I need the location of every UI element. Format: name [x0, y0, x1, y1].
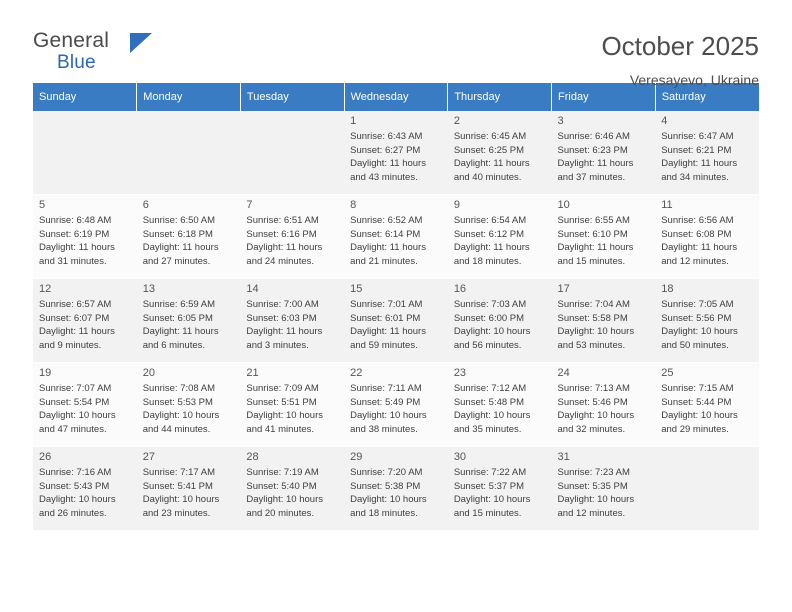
daylight-text: Daylight: 11 hours — [661, 158, 738, 170]
day-number: 23 — [453, 367, 467, 379]
day-number: 1 — [350, 115, 357, 127]
calendar-day-cell[interactable] — [137, 447, 241, 531]
calendar-day-cell[interactable] — [137, 363, 241, 447]
calendar-day-content — [240, 363, 344, 438]
calendar-day-content — [344, 111, 448, 186]
day-number: 26 — [39, 451, 52, 463]
calendar-day-content — [448, 195, 552, 270]
calendar-day-cell[interactable] — [448, 279, 552, 363]
calendar-day-content — [33, 447, 137, 522]
sunset-text: Sunset: 6:14 PM — [350, 228, 421, 240]
calendar-day-cell[interactable] — [240, 363, 344, 447]
calendar-table — [33, 83, 759, 531]
sunrise-text: Sunrise: 7:13 AM — [557, 383, 630, 395]
calendar-empty-cell — [655, 447, 759, 531]
sunset-text: Sunset: 6:07 PM — [39, 312, 110, 324]
calendar-day-cell[interactable] — [33, 447, 137, 531]
calendar-day-cell[interactable] — [344, 447, 448, 531]
daylight-text: and 23 minutes. — [142, 507, 211, 519]
sunset-text: Sunset: 5:51 PM — [246, 396, 317, 408]
calendar-day-content — [655, 111, 759, 186]
day-number: 15 — [350, 283, 363, 295]
day-number: 24 — [557, 367, 570, 379]
sunrise-text: Sunrise: 6:47 AM — [661, 131, 734, 143]
daylight-text: and 18 minutes. — [350, 507, 418, 519]
daylight-text: and 6 minutes. — [142, 339, 206, 351]
calendar-day-content — [344, 279, 448, 354]
daylight-text: Daylight: 10 hours — [453, 326, 531, 338]
daylight-text: and 44 minutes. — [142, 423, 211, 435]
calendar-day-cell[interactable] — [240, 279, 344, 363]
sunset-text: Sunset: 5:35 PM — [557, 480, 628, 492]
sunrise-text: Sunrise: 7:15 AM — [661, 383, 734, 395]
daylight-text: Daylight: 10 hours — [246, 410, 323, 422]
sunset-text: Sunset: 6:25 PM — [453, 144, 525, 156]
page-subtitle: Veresayevo, Ukraine — [629, 71, 759, 88]
daylight-text: and 12 minutes. — [661, 255, 729, 267]
calendar-day-content — [344, 363, 448, 438]
calendar-day-cell[interactable] — [552, 111, 656, 195]
calendar-day-cell[interactable] — [240, 447, 344, 531]
day-number: 12 — [39, 283, 52, 295]
sunrise-text: Sunrise: 7:11 AM — [350, 383, 422, 395]
calendar-day-content — [137, 111, 241, 186]
daylight-text: and 29 minutes. — [661, 423, 729, 435]
sunrise-text: Sunrise: 7:09 AM — [246, 383, 319, 395]
sunrise-text: Sunrise: 6:59 AM — [142, 299, 216, 311]
sunrise-text: Sunrise: 7:19 AM — [246, 467, 319, 479]
daylight-text: Daylight: 10 hours — [453, 494, 531, 506]
day-number: 18 — [661, 283, 674, 295]
calendar-empty-cell — [33, 111, 137, 195]
daylight-text: Daylight: 10 hours — [661, 326, 738, 338]
sunset-text: Sunset: 6:08 PM — [661, 228, 732, 240]
day-number: 3 — [557, 115, 564, 127]
sunset-text: Sunset: 6:00 PM — [453, 312, 525, 324]
calendar-week-row — [33, 279, 759, 363]
calendar-week-row — [33, 111, 759, 195]
daylight-text: Daylight: 10 hours — [557, 494, 635, 506]
page-header — [33, 0, 759, 88]
calendar-day-content — [137, 363, 241, 438]
weekday-header-wednesday: Wednesday — [344, 83, 448, 111]
daylight-text: Daylight: 11 hours — [350, 242, 426, 254]
day-number: 21 — [246, 367, 259, 379]
daylight-text: Daylight: 10 hours — [142, 494, 220, 506]
daylight-text: and 3 minutes. — [246, 339, 309, 351]
day-number: 22 — [350, 367, 363, 379]
daylight-text: Daylight: 11 hours — [661, 242, 738, 254]
sunrise-text: Sunrise: 6:55 AM — [557, 215, 630, 227]
daylight-text: and 9 minutes. — [39, 339, 102, 351]
calendar-day-cell[interactable] — [344, 111, 448, 195]
day-number: 16 — [453, 283, 467, 295]
daylight-text: Daylight: 10 hours — [557, 326, 635, 338]
calendar-day-cell[interactable] — [448, 363, 552, 447]
daylight-text: and 32 minutes. — [557, 423, 626, 435]
daylight-text: Daylight: 11 hours — [246, 326, 323, 338]
daylight-text: Daylight: 10 hours — [142, 410, 220, 422]
day-number: 27 — [142, 451, 155, 463]
calendar-day-content — [655, 363, 759, 438]
calendar-day-cell[interactable] — [344, 363, 448, 447]
calendar-day-cell[interactable] — [448, 447, 552, 531]
sunset-text: Sunset: 5:48 PM — [453, 396, 525, 408]
flag-icon — [130, 33, 152, 53]
calendar-day-cell[interactable] — [448, 195, 552, 279]
title-block — [601, 30, 759, 88]
calendar-day-content — [137, 279, 241, 354]
daylight-text: and 38 minutes. — [350, 423, 418, 435]
day-number: 11 — [661, 199, 673, 211]
calendar-day-cell[interactable] — [552, 363, 656, 447]
calendar-day-content — [344, 195, 448, 270]
sunset-text: Sunset: 5:58 PM — [557, 312, 628, 324]
daylight-text: Daylight: 11 hours — [453, 242, 530, 254]
day-number: 2 — [453, 115, 460, 127]
logo[interactable] — [33, 30, 153, 80]
calendar-day-cell[interactable] — [655, 363, 759, 447]
sunset-text: Sunset: 6:03 PM — [246, 312, 317, 324]
daylight-text: and 31 minutes. — [39, 255, 107, 267]
daylight-text: and 18 minutes. — [453, 255, 522, 267]
day-number: 4 — [661, 115, 668, 127]
sunset-text: Sunset: 6:05 PM — [142, 312, 213, 324]
sunrise-text: Sunrise: 7:16 AM — [39, 467, 112, 479]
day-number: 13 — [142, 283, 155, 295]
daylight-text: Daylight: 10 hours — [453, 410, 531, 422]
sunrise-text: Sunrise: 6:57 AM — [39, 299, 112, 311]
page-title: October 2025 — [601, 31, 759, 61]
sunset-text: Sunset: 5:46 PM — [557, 396, 628, 408]
sunrise-text: Sunrise: 6:50 AM — [142, 215, 216, 227]
daylight-text: Daylight: 11 hours — [39, 242, 115, 254]
sunrise-text: Sunrise: 7:07 AM — [39, 383, 112, 395]
weekday-header-sunday: Sunday — [33, 83, 137, 111]
sunset-text: Sunset: 6:10 PM — [557, 228, 628, 240]
day-number: 20 — [142, 367, 155, 379]
daylight-text: and 43 minutes. — [350, 171, 418, 183]
sunrise-text: Sunrise: 6:45 AM — [453, 131, 527, 143]
weekday-header-saturday: Saturday — [655, 83, 759, 111]
calendar-day-cell[interactable] — [344, 195, 448, 279]
day-number: 28 — [246, 451, 259, 463]
calendar-body — [33, 111, 759, 531]
sunrise-text: Sunrise: 7:23 AM — [557, 467, 630, 479]
sunrise-text: Sunrise: 7:05 AM — [661, 299, 734, 311]
calendar-day-cell[interactable] — [137, 195, 241, 279]
sunset-text: Sunset: 5:54 PM — [39, 396, 110, 408]
sunset-text: Sunset: 5:40 PM — [246, 480, 317, 492]
day-number: 8 — [350, 199, 357, 211]
daylight-text: Daylight: 10 hours — [661, 410, 738, 422]
calendar-day-content — [448, 447, 552, 522]
calendar-day-content — [344, 447, 448, 522]
calendar-day-content — [655, 447, 759, 522]
sunrise-text: Sunrise: 6:43 AM — [350, 131, 423, 143]
day-number: 29 — [350, 451, 363, 463]
calendar-day-cell[interactable] — [655, 111, 759, 195]
sunset-text: Sunset: 5:37 PM — [453, 480, 525, 492]
day-number: 7 — [246, 199, 253, 211]
daylight-text: and 34 minutes. — [661, 171, 729, 183]
calendar-day-content — [240, 447, 344, 522]
sunrise-text: Sunrise: 7:08 AM — [142, 383, 216, 395]
sunset-text: Sunset: 6:16 PM — [246, 228, 317, 240]
daylight-text: and 12 minutes. — [557, 507, 626, 519]
daylight-text: and 47 minutes. — [39, 423, 107, 435]
daylight-text: Daylight: 11 hours — [142, 242, 219, 254]
calendar-day-content — [552, 195, 656, 270]
calendar-empty-cell — [240, 111, 344, 195]
daylight-text: Daylight: 11 hours — [350, 158, 426, 170]
calendar-day-content — [655, 279, 759, 354]
calendar-day-content — [240, 195, 344, 270]
calendar-day-content — [240, 111, 344, 186]
sunset-text: Sunset: 5:56 PM — [661, 312, 732, 324]
day-number: 5 — [39, 199, 46, 211]
daylight-text: Daylight: 11 hours — [557, 158, 634, 170]
day-number: 10 — [557, 199, 570, 211]
calendar-day-content — [33, 279, 137, 354]
daylight-text: and 53 minutes. — [557, 339, 626, 351]
sunset-text: Sunset: 6:23 PM — [557, 144, 628, 156]
day-number: 9 — [453, 199, 460, 211]
calendar-day-cell[interactable] — [552, 447, 656, 531]
sunset-text: Sunset: 5:49 PM — [350, 396, 421, 408]
sunrise-text: Sunrise: 7:00 AM — [246, 299, 319, 311]
daylight-text: and 21 minutes. — [350, 255, 418, 267]
sunrise-text: Sunrise: 6:52 AM — [350, 215, 423, 227]
calendar-day-content — [137, 447, 241, 522]
sunset-text: Sunset: 5:38 PM — [350, 480, 421, 492]
calendar-day-content — [448, 363, 552, 438]
sunrise-text: Sunrise: 7:20 AM — [350, 467, 423, 479]
daylight-text: and 37 minutes. — [557, 171, 626, 183]
sunset-text: Sunset: 5:53 PM — [142, 396, 213, 408]
daylight-text: Daylight: 10 hours — [39, 410, 116, 422]
weekday-header-monday: Monday — [137, 83, 241, 111]
sunrise-text: Sunrise: 6:54 AM — [453, 215, 527, 227]
calendar-day-content — [240, 279, 344, 354]
calendar-day-content — [137, 195, 241, 270]
calendar-day-cell[interactable] — [33, 363, 137, 447]
sunrise-text: Sunrise: 7:17 AM — [142, 467, 216, 479]
calendar-week-row — [33, 363, 759, 447]
calendar-day-cell[interactable] — [655, 195, 759, 279]
daylight-text: Daylight: 11 hours — [246, 242, 323, 254]
calendar-day-cell[interactable] — [448, 111, 552, 195]
weekday-header-friday: Friday — [552, 83, 656, 111]
calendar-day-content — [655, 195, 759, 270]
calendar-day-content — [552, 279, 656, 354]
calendar-empty-cell — [137, 111, 241, 195]
sunrise-text: Sunrise: 6:51 AM — [246, 215, 319, 227]
weekday-header-tuesday: Tuesday — [240, 83, 344, 111]
daylight-text: Daylight: 11 hours — [39, 326, 115, 338]
daylight-text: and 50 minutes. — [661, 339, 729, 351]
calendar-day-content — [33, 363, 137, 438]
sunset-text: Sunset: 6:19 PM — [39, 228, 110, 240]
logo-text-blue: Blue — [57, 52, 96, 73]
daylight-text: and 27 minutes. — [142, 255, 211, 267]
daylight-text: and 40 minutes. — [453, 171, 522, 183]
calendar-day-cell[interactable] — [344, 279, 448, 363]
day-number: 19 — [39, 367, 52, 379]
calendar-day-content — [448, 111, 552, 186]
sunset-text: Sunset: 6:12 PM — [453, 228, 525, 240]
calendar-day-content — [552, 111, 656, 186]
daylight-text: Daylight: 10 hours — [350, 410, 427, 422]
logo-text-general: General — [33, 29, 110, 52]
sunrise-text: Sunrise: 7:12 AM — [453, 383, 527, 395]
calendar-day-content — [33, 195, 137, 270]
calendar-day-cell[interactable] — [655, 279, 759, 363]
daylight-text: Daylight: 10 hours — [246, 494, 323, 506]
calendar-day-cell[interactable] — [240, 195, 344, 279]
sunrise-text: Sunrise: 6:56 AM — [661, 215, 734, 227]
calendar-week-row — [33, 195, 759, 279]
sunrise-text: Sunrise: 7:03 AM — [453, 299, 527, 311]
sunrise-text: Sunrise: 7:22 AM — [453, 467, 527, 479]
daylight-text: and 59 minutes. — [350, 339, 418, 351]
calendar-day-content — [552, 363, 656, 438]
day-number: 14 — [246, 283, 259, 295]
day-number: 31 — [557, 451, 570, 463]
daylight-text: and 35 minutes. — [453, 423, 522, 435]
sunset-text: Sunset: 5:43 PM — [39, 480, 110, 492]
daylight-text: Daylight: 11 hours — [350, 326, 426, 338]
daylight-text: and 26 minutes. — [39, 507, 107, 519]
sunset-text: Sunset: 5:41 PM — [142, 480, 213, 492]
calendar-day-cell[interactable] — [137, 279, 241, 363]
calendar-week-row — [33, 447, 759, 531]
sunset-text: Sunset: 6:18 PM — [142, 228, 213, 240]
daylight-text: Daylight: 11 hours — [557, 242, 634, 254]
calendar-day-cell[interactable] — [33, 279, 137, 363]
sunrise-text: Sunrise: 6:48 AM — [39, 215, 112, 227]
day-number: 25 — [661, 367, 674, 379]
daylight-text: and 41 minutes. — [246, 423, 315, 435]
sunrise-text: Sunrise: 7:04 AM — [557, 299, 630, 311]
weekday-header-thursday: Thursday — [448, 83, 552, 111]
daylight-text: and 24 minutes. — [246, 255, 315, 267]
sunset-text: Sunset: 6:27 PM — [350, 144, 421, 156]
sunset-text: Sunset: 6:01 PM — [350, 312, 421, 324]
daylight-text: Daylight: 11 hours — [142, 326, 219, 338]
calendar-day-content — [448, 279, 552, 354]
sunrise-text: Sunrise: 7:01 AM — [350, 299, 423, 311]
calendar-day-cell[interactable] — [33, 195, 137, 279]
daylight-text: and 15 minutes. — [557, 255, 626, 267]
sunset-text: Sunset: 6:21 PM — [661, 144, 732, 156]
calendar-day-cell[interactable] — [552, 195, 656, 279]
daylight-text: and 15 minutes. — [453, 507, 522, 519]
calendar-day-cell[interactable] — [552, 279, 656, 363]
day-number: 17 — [557, 283, 570, 295]
calendar-day-content — [33, 111, 137, 186]
daylight-text: Daylight: 10 hours — [350, 494, 427, 506]
sunset-text: Sunset: 5:44 PM — [661, 396, 732, 408]
daylight-text: and 20 minutes. — [246, 507, 315, 519]
sunrise-text: Sunrise: 6:46 AM — [557, 131, 630, 143]
day-number: 6 — [142, 199, 149, 211]
daylight-text: Daylight: 11 hours — [453, 158, 530, 170]
daylight-text: Daylight: 10 hours — [39, 494, 116, 506]
daylight-text: and 56 minutes. — [453, 339, 522, 351]
day-number: 30 — [453, 451, 467, 463]
calendar-day-content — [552, 447, 656, 522]
daylight-text: Daylight: 10 hours — [557, 410, 635, 422]
